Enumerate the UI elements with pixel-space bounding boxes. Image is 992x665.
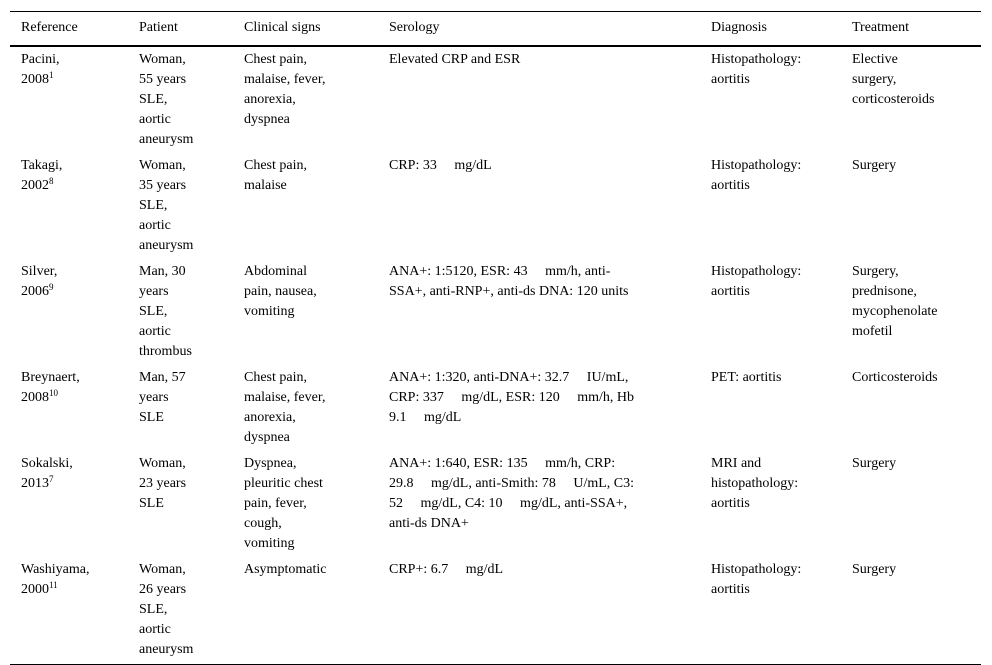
header-serology: Serology [378, 12, 700, 47]
treatment-cell: Surgery [841, 557, 981, 665]
clinical-signs-cell: Abdominal pain, nausea, vomiting [244, 264, 317, 319]
clinical-signs-cell: Chest pain, malaise [244, 158, 307, 193]
reference-name: Breynaert, [21, 370, 80, 385]
reference-year: 2013 [21, 476, 49, 491]
serology-cell: Elevated CRP and ESR [389, 52, 521, 67]
clinical-signs-cell: Dyspnea, pleuritic chest pain, fever, cough, vomiting [244, 456, 323, 551]
header-clinical-signs: Clinical signs [233, 12, 378, 47]
clinical-signs-cell: Chest pain, malaise, fever, anorexia, dyspnea [244, 52, 326, 127]
patient-cell: Woman, 23 years SLE [139, 456, 187, 511]
case-table-container [10, 11, 981, 665]
diagnosis-cell: MRI and histopathology: aortitis [711, 456, 799, 511]
reference-cell [10, 557, 128, 665]
citation-number: 1 [49, 70, 54, 80]
reference-year: 2008 [21, 390, 49, 405]
diagnosis-cell: Histopathology: aortitis [700, 557, 841, 665]
header-patient: Patient [128, 12, 233, 47]
serology-cell: CRP+: 6.7 mg/dL [378, 557, 700, 665]
patient-cell: Man, 30 years SLE, aortic thrombus [139, 264, 192, 359]
reference-cell [10, 451, 128, 557]
serology-cell: ANA+: 1:320, anti-DNA+: 32.7 IU/mL, CRP: 337 mg/dL, ESR: 120 mm/h, Hb 9.1 mg/dL [389, 370, 635, 425]
reference-name: Silver, [21, 264, 58, 279]
table-row [10, 451, 981, 557]
clinical-signs-cell: Asymptomatic [233, 557, 378, 665]
treatment-cell: Corticosteroids [852, 370, 938, 385]
citation-number: 11 [49, 580, 58, 590]
reference-cell [10, 153, 128, 259]
reference-name: Sokalski, [21, 456, 73, 471]
header-treatment: Treatment [841, 12, 981, 47]
serology-cell: ANA+: 1:640, ESR: 135 mm/h, CRP: 29.8 mg/dL, anti-Smith: 78 U/mL, C3: 52 mg/dL, C4: 10 mg/dL, anti-SSA+, anti-ds DNA+ [389, 456, 634, 531]
serology-cell: ANA+: 1:5120, ESR: 43 mm/h, anti- SSA+, anti-RNP+, anti-ds DNA: 120 units [389, 264, 629, 299]
diagnosis-cell: Histopathology: aortitis [711, 52, 802, 87]
reference-year: 2006 [21, 284, 49, 299]
citation-number: 10 [49, 388, 58, 398]
table-row [10, 365, 981, 451]
serology-cell: CRP: 33 mg/dL [389, 158, 492, 173]
treatment-cell: Surgery [852, 456, 897, 471]
diagnosis-cell: PET: aortitis [711, 370, 782, 385]
reference-year: 2008 [21, 72, 49, 87]
reference-name: Washiyama, [21, 562, 90, 577]
patient-cell: Man, 57 years SLE [139, 370, 186, 425]
patient-cell: Woman, 35 years SLE, aortic aneurysm [139, 158, 194, 253]
reference-year: 2002 [21, 178, 49, 193]
table-header-row [10, 12, 981, 47]
treatment-cell: Surgery [852, 158, 897, 173]
table-row [10, 259, 981, 365]
citation-number: 7 [49, 474, 54, 484]
diagnosis-cell: Histopathology: aortitis [711, 264, 802, 299]
patient-cell: Woman, 26 years SLE, aortic aneurysm [128, 557, 233, 665]
table-row [10, 153, 981, 259]
reference-cell [10, 365, 128, 451]
reference-year: 2000 [21, 582, 49, 597]
patient-cell: Woman, 55 years SLE, aortic aneurysm [139, 52, 194, 147]
citation-number: 8 [49, 176, 54, 186]
reference-name: Pacini, [21, 52, 60, 67]
clinical-signs-cell: Chest pain, malaise, fever, anorexia, dyspnea [244, 370, 326, 445]
treatment-cell: Surgery, prednisone, mycophenolate mofetil [852, 264, 938, 339]
diagnosis-cell: Histopathology: aortitis [711, 158, 802, 193]
citation-number: 9 [49, 282, 54, 292]
table-row [10, 557, 981, 665]
header-reference: Reference [10, 12, 128, 47]
reference-name: Takagi, [21, 158, 63, 173]
reference-cell [10, 46, 128, 153]
header-diagnosis: Diagnosis [700, 12, 841, 47]
reference-cell [10, 259, 128, 365]
case-reports-table [10, 11, 981, 665]
table-row [10, 46, 981, 153]
treatment-cell: Elective surgery, corticosteroids [852, 52, 935, 107]
